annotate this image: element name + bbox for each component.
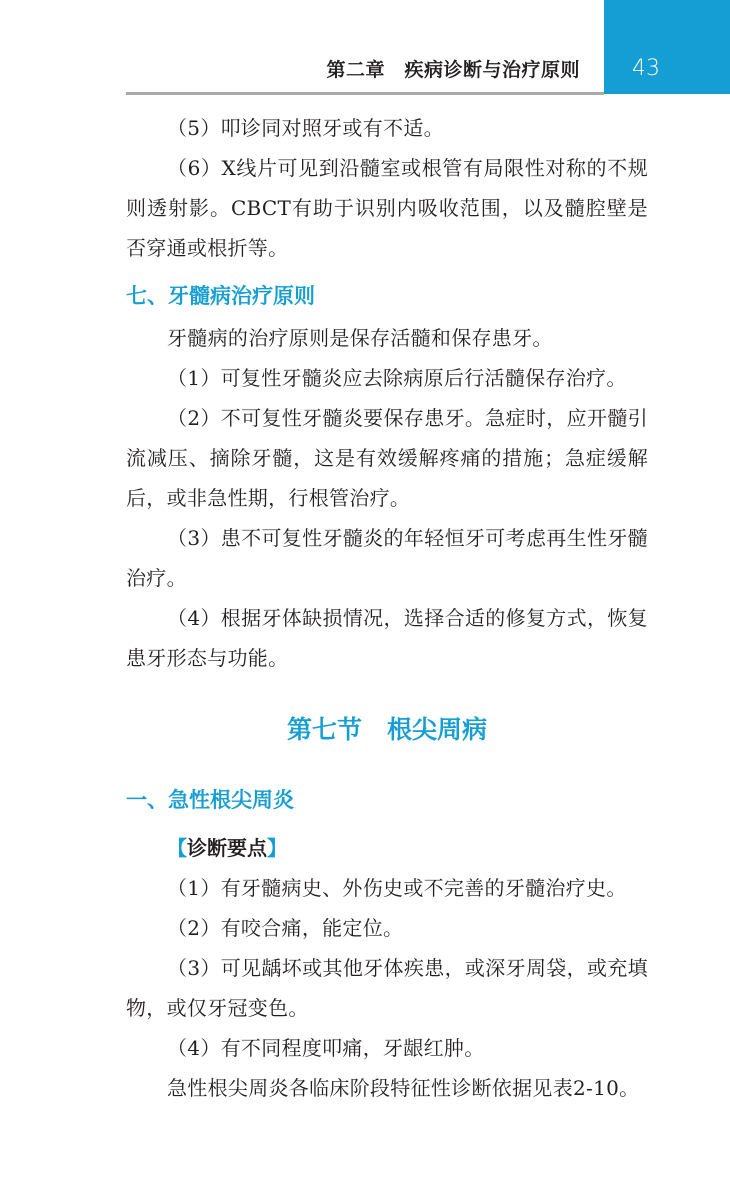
page-number-box <box>604 0 730 94</box>
body-paragraph: （3）患不可复性牙髓炎的年轻恒牙可考虑再生性牙髓治疗。 <box>126 526 648 590</box>
body-paragraph: （4）有不同程度叩痛，牙龈红肿。 <box>167 1036 485 1060</box>
running-header-chapter-title: 第二章 疾病诊断与治疗原则 <box>326 59 580 81</box>
section-title-periapical: 第七节 根尖周病 <box>286 715 487 744</box>
body-paragraph: （3）可见龋坏或其他牙体疾患，或深牙周袋，或充填物，或仅牙冠变色。 <box>126 956 648 1020</box>
diagnosis-points-text: 诊断要点 <box>187 836 267 860</box>
diagnosis-points-label <box>126 828 648 868</box>
page-body <box>126 108 648 1108</box>
body-paragraph: （2）不可复性牙髓炎要保存患牙。急症时，应开髓引流减压、摘除牙髓，这是有效缓解疼痛的措施；急症缓解后，或非急性期，行根管治疗。 <box>126 406 648 510</box>
body-paragraph: （4）根据牙体缺损情况，选择合适的修复方式，恢复患牙形态与功能。 <box>126 606 648 670</box>
body-paragraph: 牙髓病的治疗原则是保存活髓和保存患牙。 <box>167 326 553 350</box>
bracket-open: 【 <box>167 836 187 860</box>
section-heading-pulp-treatment: 七、牙髓病治疗原则 <box>126 284 315 308</box>
section-heading-acute-periapical: 一、急性根尖周炎 <box>126 788 294 812</box>
bracket-close: 】 <box>267 836 287 860</box>
body-paragraph: （6）X线片可见到沿髓室或根管有局限性对称的不规则透射影。CBCT有助于识别内吸收范围，以及髓腔壁是否穿通或根折等。 <box>126 156 648 260</box>
header-rule <box>126 92 604 95</box>
body-paragraph: 急性根尖周炎各临床阶段特征性诊断依据见表2-10。 <box>167 1076 640 1100</box>
page-number: 43 <box>632 56 660 81</box>
body-paragraph: （2）有咬合痛，能定位。 <box>167 916 404 940</box>
body-paragraph: （1）可复性牙髓炎应去除病原后行活髓保存治疗。 <box>167 366 627 390</box>
body-paragraph: （5）叩诊同对照牙或有不适。 <box>167 116 444 140</box>
body-paragraph: （1）有牙髓病史、外伤史或不完善的牙髓治疗史。 <box>167 876 627 900</box>
